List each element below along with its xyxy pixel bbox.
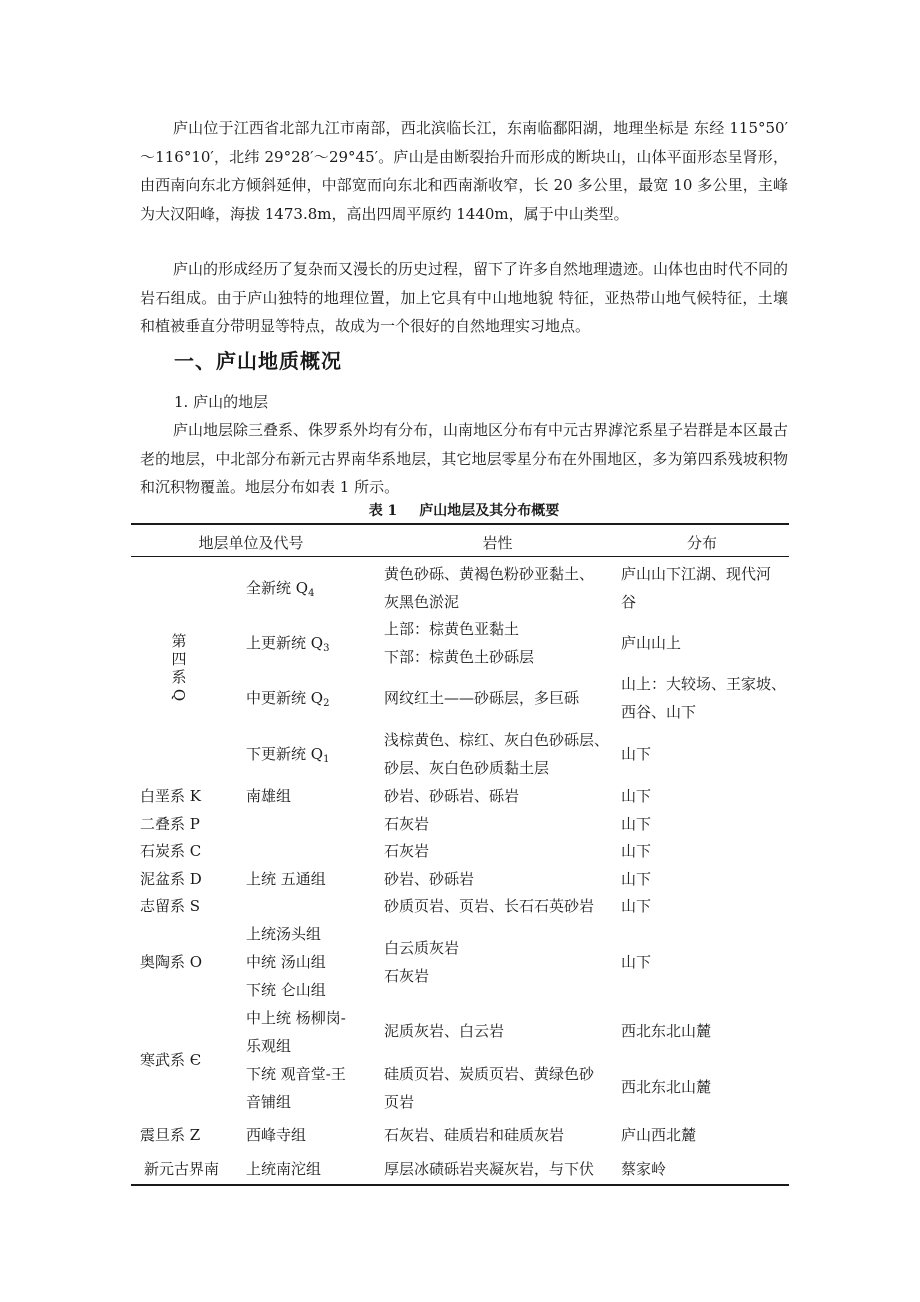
table-bottom-rule xyxy=(131,1184,789,1186)
table-caption-number: 表 1 xyxy=(368,503,398,519)
table-row-unit: 中上统 杨柳岗- 乐观组 xyxy=(246,1009,346,1055)
table-caption xyxy=(140,500,788,520)
table-row-unit: 下更新统 $Q_1$ xyxy=(246,745,330,765)
table-row-lithology: 砂岩、砂砾岩、砾岩 xyxy=(384,787,520,805)
table-row-system: 石炭系 C xyxy=(140,842,202,860)
table-row-distribution: 山上：大较场、王家坡、 西谷、山下 xyxy=(621,675,787,721)
table-row-distribution: 庐山山下江湖、现代河 谷 xyxy=(621,565,772,611)
intro-paragraph-2: 庐山的形成经历了复杂而又漫长的历史过程，留下了许多自然地理遗迹。山体也由时代不同的岩石组成。由于庐山独特的地理位置，加上它具有中山地地貌 特征，亚热带山地气候特征，土壤和植被垂直分带明显等特点，故成为一个很好的自然地理实习地点。 xyxy=(140,260,789,335)
table-row-distribution: 山下 xyxy=(621,745,652,763)
subsection-heading: 1. 庐山的地层 xyxy=(174,393,269,411)
table-row-system: 白垩系 K xyxy=(140,787,201,805)
table-row-unit: 下统 观音堂-王 音铺组 xyxy=(246,1065,346,1111)
table-row-lithology: 网纹红土——砂砾层，多巨砾 xyxy=(384,689,580,707)
section-heading: 一、庐山地质概况 xyxy=(174,349,342,373)
table-row-unit: 中更新统 $Q_2$ xyxy=(246,689,330,709)
table-row-unit: 上更新统 $Q_3$ xyxy=(246,634,330,654)
table-row-lithology: 浅棕黄色、棕红、灰白色砂砾层、 砂层、灰白色砂质黏土层 xyxy=(384,731,610,777)
table-row-lithology: 泥质灰岩、白云岩 xyxy=(384,1022,505,1040)
strata-paragraph: 庐山地层除三叠系、侏罗系外均有分布，山南地区分布有中元古界滹沱系星子岩群是本区最古老的地层，中北部分布新元古界南华系地层，其它地层零星分布在外围地区，多为第四系残坡积物和沉积物覆盖。地层分布如表 1 所示。 xyxy=(140,421,789,496)
table-row-distribution: 山下 xyxy=(621,870,652,888)
table-row-distribution: 山下 xyxy=(621,815,652,833)
table-row-distribution: 蔡家岭 xyxy=(621,1160,667,1178)
table-row-unit: 上统汤头组 中统 汤山组 下统 仑山组 xyxy=(246,925,326,999)
table-row-unit: 西峰寺组 xyxy=(246,1126,307,1144)
table-row-unit: 上统南沱组 xyxy=(246,1160,322,1178)
table-row-system: 志留系 S xyxy=(140,897,201,915)
table-row-system: 泥盆系 D xyxy=(140,870,202,888)
table-row-unit: 南雄组 xyxy=(246,787,292,805)
table-row-distribution: 山下 xyxy=(621,953,652,971)
table-row-lithology: 石灰岩、硅质岩和硅质灰岩 xyxy=(384,1126,565,1144)
table-row-system: 二叠系 P xyxy=(140,815,200,833)
table-row-lithology: 硅质页岩、炭质页岩、黄绿色砂 页岩 xyxy=(384,1065,595,1111)
table-row-unit: 全新统 $Q_4$ xyxy=(246,579,315,599)
table-caption-title: 庐山地层及其分布概要 xyxy=(419,503,560,519)
quaternary-system-label: 第 四 系 Q xyxy=(170,632,188,702)
table-row-system: 奥陶系 O xyxy=(140,953,203,971)
table-row-lithology: 砂质页岩、页岩、长石石英砂岩 xyxy=(384,897,595,915)
table-row-distribution: 西北东北山麓 xyxy=(621,1022,712,1040)
table-row-lithology: 厚层冰碛砾岩夹凝灰岩，与下伏 xyxy=(384,1160,595,1178)
table-row-lithology: 石灰岩 xyxy=(384,815,430,833)
table-row-lithology: 黄色砂砾、黄褐色粉砂亚黏土、 灰黑色淤泥 xyxy=(384,565,595,611)
table-row-system: 新元古界南 xyxy=(144,1160,220,1178)
table-row-lithology: 石灰岩 xyxy=(384,842,430,860)
table-row-lithology: 白云质灰岩 石灰岩 xyxy=(384,939,460,985)
table-row-lithology: 砂岩、砂砾岩 xyxy=(384,870,475,888)
table-row-unit: 上统 五通组 xyxy=(246,870,326,888)
table-top-rule xyxy=(131,523,789,525)
table-row-distribution: 庐山山上 xyxy=(621,634,682,652)
table-header-distribution: 分布 xyxy=(686,534,717,552)
intro-paragraph-1: 庐山位于江西省北部九江市南部，西北滨临长江，东南临鄱阳湖，地理坐标是 东经 115°50′～116°10′，北纬 29°28′～29°45′。庐山是由断裂抬升而形成的断块山，山体平面形态呈肾形，由西南向东北方倾斜延伸，中部宽而向东北和西南渐收窄，长 20 多公里，最宽 10 多公里，主峰为大汉阳峰，海拔 1473.8m，高出四周平原约 1440m，属于中山类型。 xyxy=(140,119,788,223)
table-row-distribution: 山下 xyxy=(621,842,652,860)
table-row-system: 寒武系 Є xyxy=(140,1051,202,1069)
table-row-system: 震旦系 Z xyxy=(140,1126,201,1144)
table-row-lithology: 上部：棕黄色亚黏土 下部：棕黄色土砂砾层 xyxy=(384,620,535,666)
table-header-unit: 地层单位及代号 xyxy=(198,534,304,552)
table-row-distribution: 庐山西北麓 xyxy=(621,1126,697,1144)
table-row-distribution: 西北东北山麓 xyxy=(621,1078,712,1096)
table-header-lithology: 岩性 xyxy=(482,534,513,552)
table-row-distribution: 山下 xyxy=(621,787,652,805)
table-row-distribution: 山下 xyxy=(621,897,652,915)
